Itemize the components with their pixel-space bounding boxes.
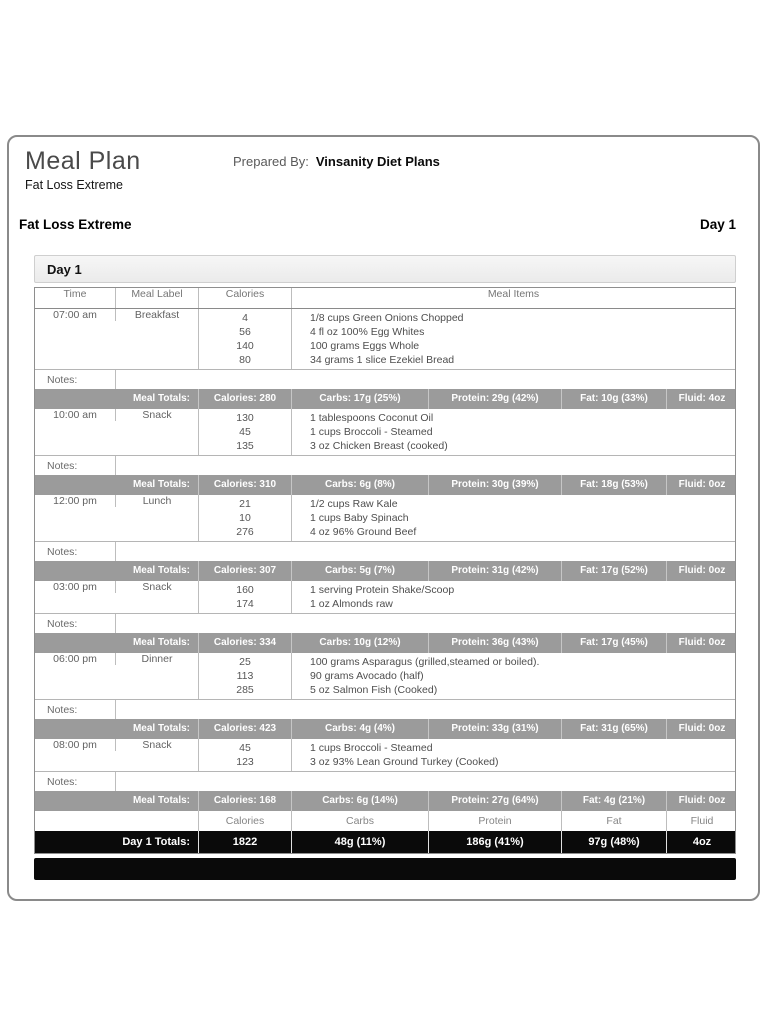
meal-label: Dinner	[115, 653, 198, 665]
meal-totals-label: Meal Totals:	[132, 637, 190, 648]
summary-header-carbs: Carbs	[291, 811, 428, 831]
summary-header-fluid: Fluid	[666, 811, 737, 831]
item-calories: 56	[239, 326, 251, 338]
totals-fluid: Fluid: 0oz	[666, 475, 737, 495]
meal-group	[35, 409, 735, 495]
notes-label: Notes:	[47, 459, 78, 472]
item-name: 4 fl oz 100% Egg Whites	[310, 326, 425, 338]
meal-row	[35, 495, 735, 542]
meal-label: Snack	[115, 409, 198, 421]
item-calories: 130	[236, 412, 254, 424]
summary-header-row	[35, 811, 735, 831]
totals-fluid: Fluid: 0oz	[666, 561, 737, 581]
notes-field	[115, 456, 735, 475]
totals-protein: Protein: 31g (42%)	[428, 561, 561, 581]
meal-grid	[34, 287, 736, 854]
totals-carbs: Carbs: 6g (8%)	[291, 475, 428, 495]
meal-totals-bar	[35, 791, 735, 811]
meal-calories-column	[198, 739, 291, 771]
item-calories: 45	[239, 742, 251, 754]
totals-carbs: Carbs: 6g (14%)	[291, 791, 428, 811]
meal-totals-label: Meal Totals:	[132, 723, 190, 734]
section-header	[19, 217, 736, 232]
item-name: 1 cups Broccoli - Steamed	[310, 742, 433, 754]
day-totals-fluid: 4oz	[666, 831, 737, 853]
item-name: 1 oz Almonds raw	[310, 598, 393, 610]
item-name: 3 oz Chicken Breast (cooked)	[310, 440, 448, 452]
item-calories: 135	[236, 440, 254, 452]
summary-header-calories: Calories	[198, 811, 291, 831]
meal-row	[35, 581, 735, 614]
column-header-row	[35, 288, 735, 309]
totals-fluid: Fluid: 0oz	[666, 719, 737, 739]
meal-group	[35, 739, 735, 811]
totals-carbs: Carbs: 5g (7%)	[291, 561, 428, 581]
day-totals-calories: 1822	[198, 831, 291, 853]
item-name: 1/2 cups Raw Kale	[310, 498, 398, 510]
prepared-by	[233, 154, 440, 169]
meal-row	[35, 409, 735, 456]
totals-protein: Protein: 30g (39%)	[428, 475, 561, 495]
item-name: 1 serving Protein Shake/Scoop	[310, 584, 455, 596]
meal-label: Breakfast	[115, 309, 198, 321]
item-calories: 276	[236, 526, 254, 538]
item-calories: 80	[239, 354, 251, 366]
item-calories: 25	[239, 656, 251, 668]
meal-time: 12:00 pm	[53, 495, 97, 507]
meal-group	[35, 581, 735, 653]
item-name: 100 grams Eggs Whole	[310, 340, 420, 352]
totals-fluid: Fluid: 0oz	[666, 791, 737, 811]
day-header-bar: Day 1	[34, 255, 736, 283]
page-footer-bar	[34, 858, 736, 880]
notes-row	[35, 542, 735, 561]
totals-protein: Protein: 29g (42%)	[428, 389, 561, 409]
item-name: 1 cups Baby Spinach	[310, 512, 409, 524]
item-calories: 45	[239, 426, 251, 438]
totals-protein: Protein: 27g (64%)	[428, 791, 561, 811]
section-plan-name: Fat Loss Extreme	[19, 217, 132, 232]
meal-totals-label: Meal Totals:	[132, 479, 190, 490]
notes-field	[115, 772, 735, 791]
meal-time: 06:00 pm	[53, 653, 97, 665]
plan-subtitle: Fat Loss Extreme	[25, 178, 123, 192]
summary-header-protein: Protein	[428, 811, 561, 831]
notes-field	[115, 614, 735, 633]
item-calories: 285	[236, 684, 254, 696]
meal-calories-column	[198, 309, 291, 369]
totals-carbs: Carbs: 10g (12%)	[291, 633, 428, 653]
item-name: 90 grams Avocado (half)	[310, 670, 424, 682]
meal-group	[35, 495, 735, 581]
meal-items-column	[291, 309, 735, 369]
notes-field	[115, 542, 735, 561]
item-calories: 10	[239, 512, 251, 524]
meal-calories-column	[198, 409, 291, 455]
day-totals-protein: 186g (41%)	[428, 831, 561, 853]
item-name: 5 oz Salmon Fish (Cooked)	[310, 684, 438, 696]
item-calories: 123	[236, 756, 254, 768]
totals-fat: Fat: 10g (33%)	[561, 389, 666, 409]
meal-items-column	[291, 739, 735, 771]
meal-time: 08:00 pm	[53, 739, 97, 751]
totals-carbs: Carbs: 17g (25%)	[291, 389, 428, 409]
column-header-items: Meal Items	[291, 288, 735, 308]
totals-carbs: Carbs: 4g (4%)	[291, 719, 428, 739]
meal-totals-label: Meal Totals:	[132, 393, 190, 404]
item-calories: 4	[242, 312, 248, 324]
meal-group	[35, 309, 735, 409]
notes-label: Notes:	[47, 545, 78, 558]
totals-calories: Calories: 334	[198, 633, 291, 653]
totals-fat: Fat: 17g (52%)	[561, 561, 666, 581]
day-totals-label: Day 1 Totals:	[122, 836, 190, 848]
meal-items-column	[291, 581, 735, 613]
totals-fat: Fat: 17g (45%)	[561, 633, 666, 653]
meal-totals-bar	[35, 561, 735, 581]
meal-label: Snack	[115, 739, 198, 751]
meal-totals-bar	[35, 475, 735, 495]
column-header-calories: Calories	[198, 288, 291, 308]
item-name: 3 oz 93% Lean Ground Turkey (Cooked)	[310, 756, 499, 768]
totals-protein: Protein: 33g (31%)	[428, 719, 561, 739]
item-name: 1 cups Broccoli - Steamed	[310, 426, 433, 438]
meal-plan-document	[7, 135, 760, 901]
day-totals-carbs: 48g (11%)	[291, 831, 428, 853]
meal-items-column	[291, 495, 735, 541]
meal-items-column	[291, 653, 735, 699]
meal-items-column	[291, 409, 735, 455]
item-calories: 140	[236, 340, 254, 352]
totals-fat: Fat: 4g (21%)	[561, 791, 666, 811]
section-day-label: Day 1	[699, 217, 736, 232]
meal-totals-bar	[35, 633, 735, 653]
notes-label: Notes:	[47, 775, 78, 788]
totals-fluid: Fluid: 0oz	[666, 633, 737, 653]
day-totals-row	[35, 831, 735, 853]
day-table	[34, 255, 736, 880]
item-name: 1/8 cups Green Onions Chopped	[310, 312, 464, 324]
meal-label: Snack	[115, 581, 198, 593]
meal-calories-column	[198, 653, 291, 699]
notes-label: Notes:	[47, 617, 78, 630]
column-header-time: Time	[63, 288, 87, 300]
item-calories: 160	[236, 584, 254, 596]
meal-group	[35, 653, 735, 739]
notes-row	[35, 456, 735, 475]
meal-time: 10:00 am	[53, 409, 97, 421]
meal-time: 07:00 am	[53, 309, 97, 321]
totals-calories: Calories: 310	[198, 475, 291, 495]
item-name: 1 tablespoons Coconut Oil	[310, 412, 434, 424]
meal-calories-column	[198, 581, 291, 613]
item-name: 34 grams 1 slice Ezekiel Bread	[310, 354, 455, 366]
item-calories: 21	[239, 498, 251, 510]
totals-calories: Calories: 280	[198, 389, 291, 409]
notes-field	[115, 370, 735, 389]
meal-label: Lunch	[115, 495, 198, 507]
notes-row	[35, 772, 735, 791]
notes-row	[35, 700, 735, 719]
totals-fluid: Fluid: 4oz	[666, 389, 737, 409]
meal-totals-bar	[35, 389, 735, 409]
meal-totals-label: Meal Totals:	[132, 795, 190, 806]
totals-fat: Fat: 31g (65%)	[561, 719, 666, 739]
notes-label: Notes:	[47, 703, 78, 716]
totals-protein: Protein: 36g (43%)	[428, 633, 561, 653]
totals-calories: Calories: 423	[198, 719, 291, 739]
notes-row	[35, 370, 735, 389]
notes-row	[35, 614, 735, 633]
notes-label: Notes:	[47, 373, 78, 386]
meal-calories-column	[198, 495, 291, 541]
item-name: 100 grams Asparagus (grilled,steamed or boiled).	[310, 656, 540, 668]
meal-row	[35, 653, 735, 700]
summary-header-fat: Fat	[561, 811, 666, 831]
meal-totals-label: Meal Totals:	[132, 565, 190, 576]
meal-totals-bar	[35, 719, 735, 739]
totals-fat: Fat: 18g (53%)	[561, 475, 666, 495]
meal-groups	[35, 309, 735, 811]
day-totals-fat: 97g (48%)	[561, 831, 666, 853]
totals-calories: Calories: 307	[198, 561, 291, 581]
notes-field	[115, 700, 735, 719]
item-name: 4 oz 96% Ground Beef	[310, 526, 417, 538]
summary-header-spacer	[35, 811, 198, 831]
column-header-label: Meal Label	[115, 288, 198, 308]
meal-row	[35, 309, 735, 370]
prepared-by-value: Vinsanity Diet Plans	[315, 154, 440, 169]
prepared-by-label: Prepared By:	[233, 154, 309, 169]
page-title: Meal Plan	[25, 147, 141, 175]
meal-time: 03:00 pm	[53, 581, 97, 593]
totals-calories: Calories: 168	[198, 791, 291, 811]
item-calories: 174	[236, 598, 254, 610]
meal-row	[35, 739, 735, 772]
item-calories: 113	[236, 670, 254, 682]
